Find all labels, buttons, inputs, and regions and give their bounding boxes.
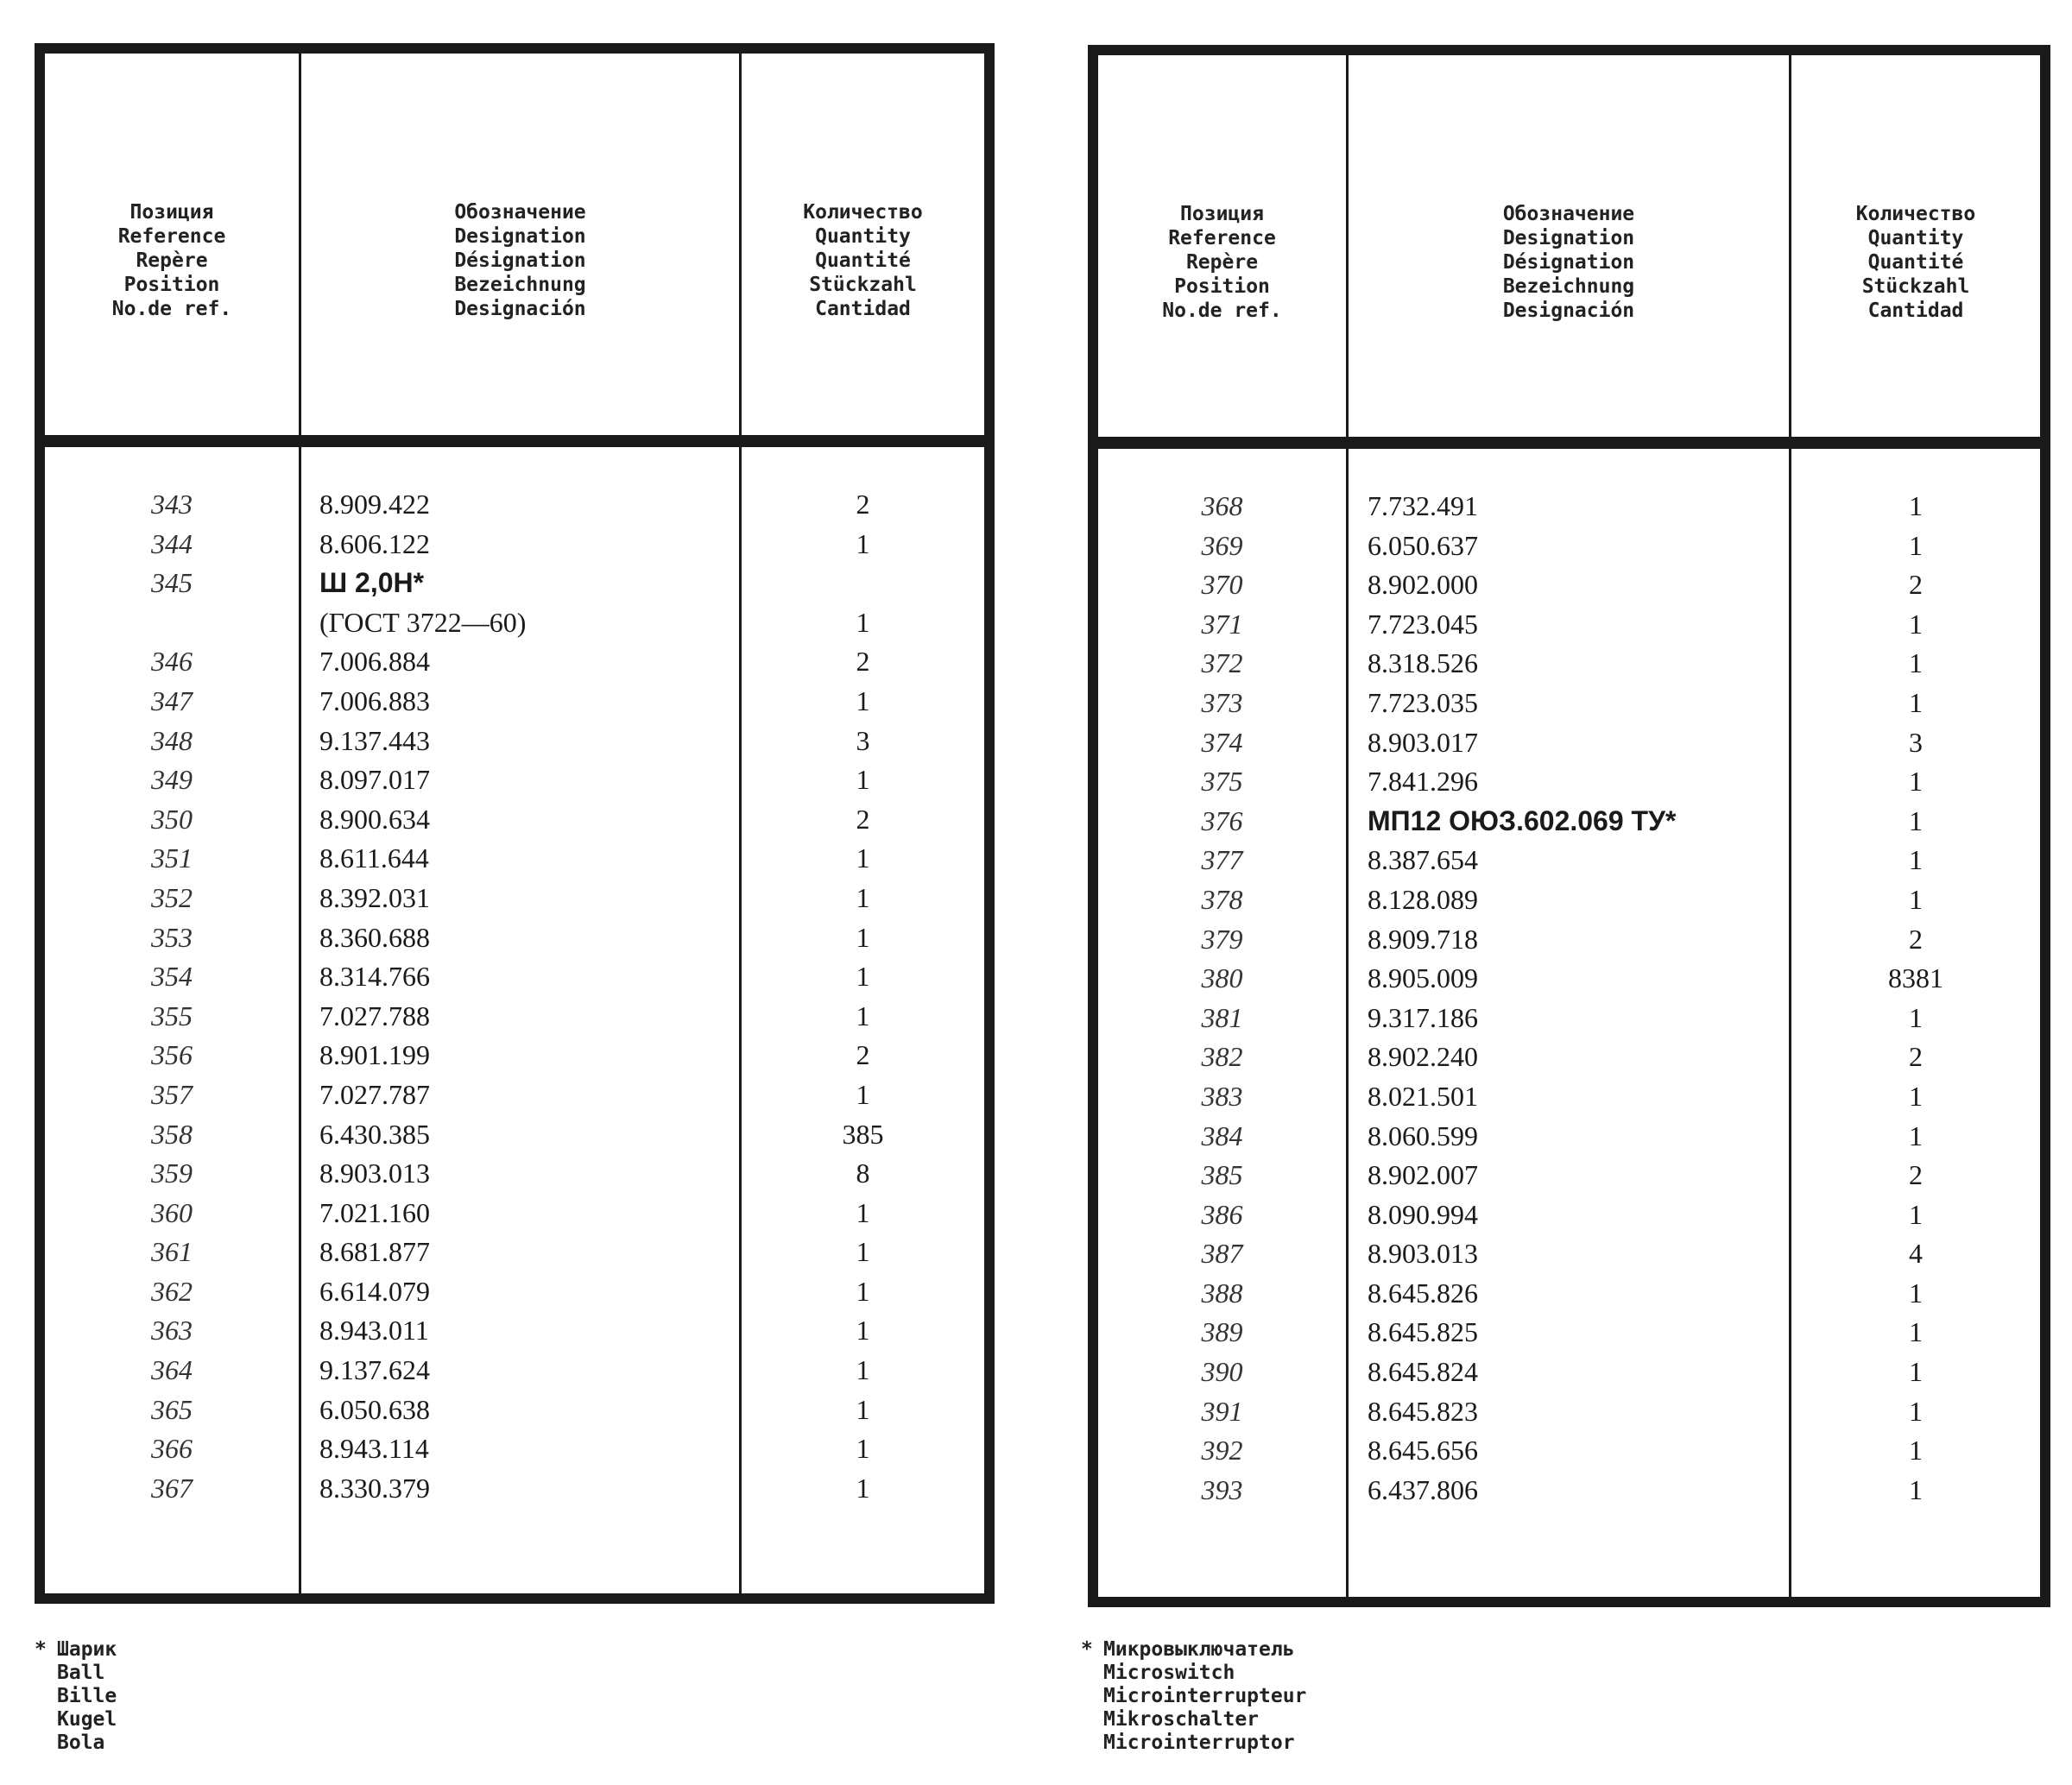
footnote-line: Kugel [57,1708,117,1731]
cell-position: 379 [1201,923,1243,955]
table-row [1098,1392,2040,1432]
cell-position: 366 [151,1433,193,1465]
cell-designation: 8.021.501 [1368,1080,1478,1112]
cell-quantity: 1 [856,606,870,638]
cell-quantity: 8381 [1888,962,1943,994]
cell-designation: 8.611.644 [319,842,429,874]
cell-quantity: 1 [856,1315,870,1347]
cell-quantity: 2 [856,489,870,520]
cell-quantity: 3 [856,724,870,756]
cell-designation: 8.392.031 [319,881,430,913]
cell-quantity: 4 [1909,1238,1923,1270]
cell-quantity: 1 [856,1078,870,1110]
cell-quantity: 8 [856,1157,870,1189]
cell-quantity: 1 [1909,1395,1923,1427]
table-row [1098,841,2040,880]
cell-designation: 6.614.079 [319,1275,430,1307]
table-row [1098,1431,2040,1471]
cell-designation: 8.909.718 [1368,923,1478,955]
cell-position: 369 [1201,529,1243,561]
cell-position: 365 [151,1393,193,1425]
cell-position: 361 [151,1236,193,1268]
cell-quantity: 1 [1909,1198,1923,1230]
cell-designation: 7.841.296 [1368,766,1478,798]
cell-position: 358 [151,1118,193,1150]
table-row [45,1272,984,1312]
table-row [45,1311,984,1351]
footnote-line: Bola [57,1731,105,1754]
table-row [1098,880,2040,920]
table-row [1098,1117,2040,1157]
cell-position: 357 [151,1078,193,1110]
cell-quantity: 2 [856,1039,870,1071]
cell-position: 375 [1201,766,1243,798]
cell-position: 389 [1201,1316,1243,1348]
cell-designation: 8.360.688 [319,921,430,953]
cell-quantity: 1 [1909,1316,1923,1348]
cell-position: 363 [151,1315,193,1347]
cell-designation: 6.430.385 [319,1118,430,1150]
cell-quantity: 1 [1909,1356,1923,1388]
cell-quantity: 1 [1909,766,1923,798]
table-row [1098,487,2040,527]
cell-quantity: 2 [1909,569,1923,601]
cell-designation: 8.128.089 [1368,883,1478,915]
cell-position: 350 [151,803,193,835]
cell-position: 364 [151,1354,193,1386]
cell-position: 390 [1201,1356,1243,1388]
cell-designation: 8.901.199 [319,1039,430,1071]
cell-quantity: 3 [1909,726,1923,758]
cell-designation: 7.723.045 [1368,608,1478,640]
cell-quantity: 1 [1909,1473,1923,1505]
cell-position: 359 [151,1157,193,1189]
cell-designation: 6.437.806 [1368,1473,1478,1505]
cell-position: 370 [1201,569,1243,601]
table-row [1098,723,2040,763]
cell-designation: 9.137.624 [319,1354,430,1386]
cell-designation: 7.732.491 [1368,490,1478,521]
cell-quantity: 1 [1909,1435,1923,1466]
header-designation: Обозначение Designation Désignation Bezeichnung Designación [454,201,586,320]
header-designation: Обозначение Designation Désignation Bezeichnung Designación [1502,203,1635,322]
table-row [45,879,984,918]
cell-position: 373 [1201,686,1243,718]
cell-position: 386 [1201,1198,1243,1230]
table-row [45,1194,984,1233]
cell-designation: 8.903.017 [1368,726,1478,758]
table-row [45,682,984,722]
cell-quantity: 1 [856,1393,870,1425]
cell-designation: 8.905.009 [1368,962,1478,994]
header-position: Позиция Reference Repère Position No.de ref. [111,201,232,320]
table-row [45,485,984,525]
cell-designation: 6.050.638 [319,1393,430,1425]
cell-designation: 8.943.114 [319,1433,429,1465]
table-row [1098,1234,2040,1274]
cell-position: 367 [151,1472,193,1504]
cell-quantity: 1 [1909,1277,1923,1309]
table-row [45,1036,984,1075]
table-row [1098,959,2040,999]
cell-position: 360 [151,1196,193,1228]
header-quantity: Количество Quantity Quantité Stückzahl Cantidad [1855,203,1976,322]
table-row [45,800,984,840]
cell-quantity: 1 [856,684,870,716]
cell-designation: 9.137.443 [319,724,430,756]
cell-designation: 7.006.883 [319,684,430,716]
cell-designation: 8.645.656 [1368,1435,1478,1466]
table-row [1098,1038,2040,1077]
header-position: Позиция Reference Repère Position No.de ref. [1162,203,1282,322]
cell-quantity: 2 [1909,923,1923,955]
footnote-line: Ball [57,1662,105,1684]
cell-designation: 8.903.013 [319,1157,430,1189]
cell-position: 344 [151,527,193,559]
table-row [1098,999,2040,1038]
table-row [45,525,984,565]
cell-designation: Ш 2,0Н* [319,567,425,599]
table-row [45,1115,984,1155]
footnote-right [1081,1638,1306,1755]
cell-position: 353 [151,921,193,953]
table-row [1098,1156,2040,1195]
cell-designation: 8.909.422 [319,489,430,520]
table-row [1098,762,2040,802]
cell-quantity: 2 [856,803,870,835]
cell-quantity: 1 [1909,844,1923,876]
cell-position: 368 [1201,490,1243,521]
cell-position: 380 [1201,962,1243,994]
cell-quantity: 1 [856,1000,870,1031]
table-row [45,603,984,643]
footnote-line: Mikroschalter [1103,1708,1260,1731]
cell-position: 354 [151,961,193,993]
cell-quantity: 1 [1909,608,1923,640]
cell-designation: 6.050.637 [1368,529,1478,561]
cell-quantity: 1 [1909,883,1923,915]
table-row [45,1391,984,1430]
table-row [45,997,984,1037]
header-separator [45,435,984,447]
cell-quantity: 2 [1909,1041,1923,1073]
table-row [45,839,984,879]
cell-quantity: 1 [856,1472,870,1504]
cell-position: 376 [1201,804,1243,836]
cell-quantity: 1 [856,1275,870,1307]
cell-position: 377 [1201,844,1243,876]
cell-position: 351 [151,842,193,874]
table-row [45,760,984,800]
cell-position: 347 [151,684,193,716]
cell-designation: 8.645.824 [1368,1356,1478,1388]
cell-designation: 8.902.240 [1368,1041,1478,1073]
cell-position: 356 [151,1039,193,1071]
table-row [45,722,984,761]
footnote-marker: * [35,1638,47,1661]
cell-position: 352 [151,881,193,913]
cell-designation: 8.645.825 [1368,1316,1478,1348]
table-row [1098,644,2040,684]
cell-quantity: 1 [856,1433,870,1465]
cell-quantity: 1 [1909,1120,1923,1151]
table-row [45,957,984,997]
cell-quantity: 1 [856,527,870,559]
cell-designation: 8.900.634 [319,803,430,835]
table-row [1098,802,2040,842]
cell-designation: 9.317.186 [1368,1001,1478,1033]
cell-designation: 8.606.122 [319,527,430,559]
cell-quantity: 1 [856,921,870,953]
cell-position: 343 [151,489,193,520]
table-row [1098,1353,2040,1392]
cell-quantity: 1 [856,1236,870,1268]
cell-position: 349 [151,764,193,796]
cell-quantity: 1 [856,764,870,796]
cell-position: 346 [151,646,193,678]
cell-quantity: 1 [856,1354,870,1386]
cell-designation: 8.902.007 [1368,1159,1478,1191]
table-row [45,564,984,603]
cell-position: 392 [1201,1435,1243,1466]
table-row [45,1469,984,1509]
cell-position: 378 [1201,883,1243,915]
cell-position: 387 [1201,1238,1243,1270]
table-row [45,1075,984,1115]
cell-quantity: 2 [1909,1159,1923,1191]
cell-designation: 8.314.766 [319,961,430,993]
cell-position: 385 [1201,1159,1243,1191]
cell-quantity: 1 [1909,490,1923,521]
header-separator [1098,437,2040,449]
cell-position: 362 [151,1275,193,1307]
footnote-line: Шарик [57,1638,117,1661]
footnote-line: Microinterruptor [1103,1731,1295,1754]
cell-designation: (ГОСТ 3722—60) [319,606,527,638]
cell-designation: 8.330.379 [319,1472,430,1504]
cell-quantity: 1 [1909,804,1923,836]
cell-quantity: 1 [1909,686,1923,718]
table-row [45,918,984,958]
footnote-left [35,1638,117,1755]
cell-position: 391 [1201,1395,1243,1427]
table-row [45,642,984,682]
cell-position: 383 [1201,1080,1243,1112]
table-row [45,1233,984,1272]
cell-position: 348 [151,724,193,756]
table-row [1098,527,2040,566]
footnote-line: Микровыключатель [1103,1638,1295,1661]
table-row [1098,1195,2040,1235]
cell-position: 372 [1201,647,1243,679]
table-row [1098,565,2040,605]
table-row [45,1429,984,1469]
cell-position: 371 [1201,608,1243,640]
cell-designation: 7.723.035 [1368,686,1478,718]
cell-designation: 7.027.787 [319,1078,430,1110]
cell-position: 374 [1201,726,1243,758]
cell-designation: МП12 ОЮЗ.602.069 ТУ* [1368,804,1677,836]
cell-quantity: 1 [856,881,870,913]
cell-designation: 7.021.160 [319,1196,430,1228]
table-body-right [1098,487,2040,1510]
cell-quantity: 1 [856,961,870,993]
cell-designation: 7.006.884 [319,646,430,678]
table-row [1098,920,2040,960]
cell-designation: 8.097.017 [319,764,430,796]
cell-designation: 8.318.526 [1368,647,1478,679]
cell-designation: 8.903.013 [1368,1238,1478,1270]
cell-designation: 8.645.826 [1368,1277,1478,1309]
cell-quantity: 1 [856,1196,870,1228]
cell-position: 382 [1201,1041,1243,1073]
table-row [1098,1077,2040,1117]
cell-designation: 8.387.654 [1368,844,1478,876]
header-quantity: Количество Quantity Quantité Stückzahl Cantidad [803,201,923,320]
parts-table-right [1088,45,2050,1607]
parts-table-left [35,43,995,1604]
cell-quantity: 2 [856,646,870,678]
footnote-line: Bille [57,1685,117,1707]
footnote-line: Microinterrupteur [1103,1685,1307,1707]
footnote-marker: * [1081,1638,1093,1661]
footnote-line: Microswitch [1103,1662,1235,1684]
cell-quantity: 1 [856,842,870,874]
table-row [1098,1274,2040,1314]
cell-designation: 8.943.011 [319,1315,429,1347]
cell-designation: 8.060.599 [1368,1120,1478,1151]
cell-position: 355 [151,1000,193,1031]
table-row [1098,1313,2040,1353]
table-body-left [45,485,984,1508]
cell-quantity: 1 [1909,647,1923,679]
cell-position: 388 [1201,1277,1243,1309]
cell-quantity: 1 [1909,1001,1923,1033]
cell-position: 345 [151,567,193,599]
cell-quantity: 1 [1909,529,1923,561]
table-row [1098,605,2040,645]
cell-designation: 8.681.877 [319,1236,430,1268]
cell-position: 381 [1201,1001,1243,1033]
table-row [45,1154,984,1194]
cell-quantity: 1 [1909,1080,1923,1112]
cell-quantity: 385 [842,1118,884,1150]
cell-designation: 8.090.994 [1368,1198,1478,1230]
table-row [45,1351,984,1391]
cell-designation: 8.902.000 [1368,569,1478,601]
table-row [1098,1471,2040,1511]
cell-designation: 8.645.823 [1368,1395,1478,1427]
cell-position: 393 [1201,1473,1243,1505]
cell-designation: 7.027.788 [319,1000,430,1031]
table-row [1098,684,2040,723]
cell-position: 384 [1201,1120,1243,1151]
